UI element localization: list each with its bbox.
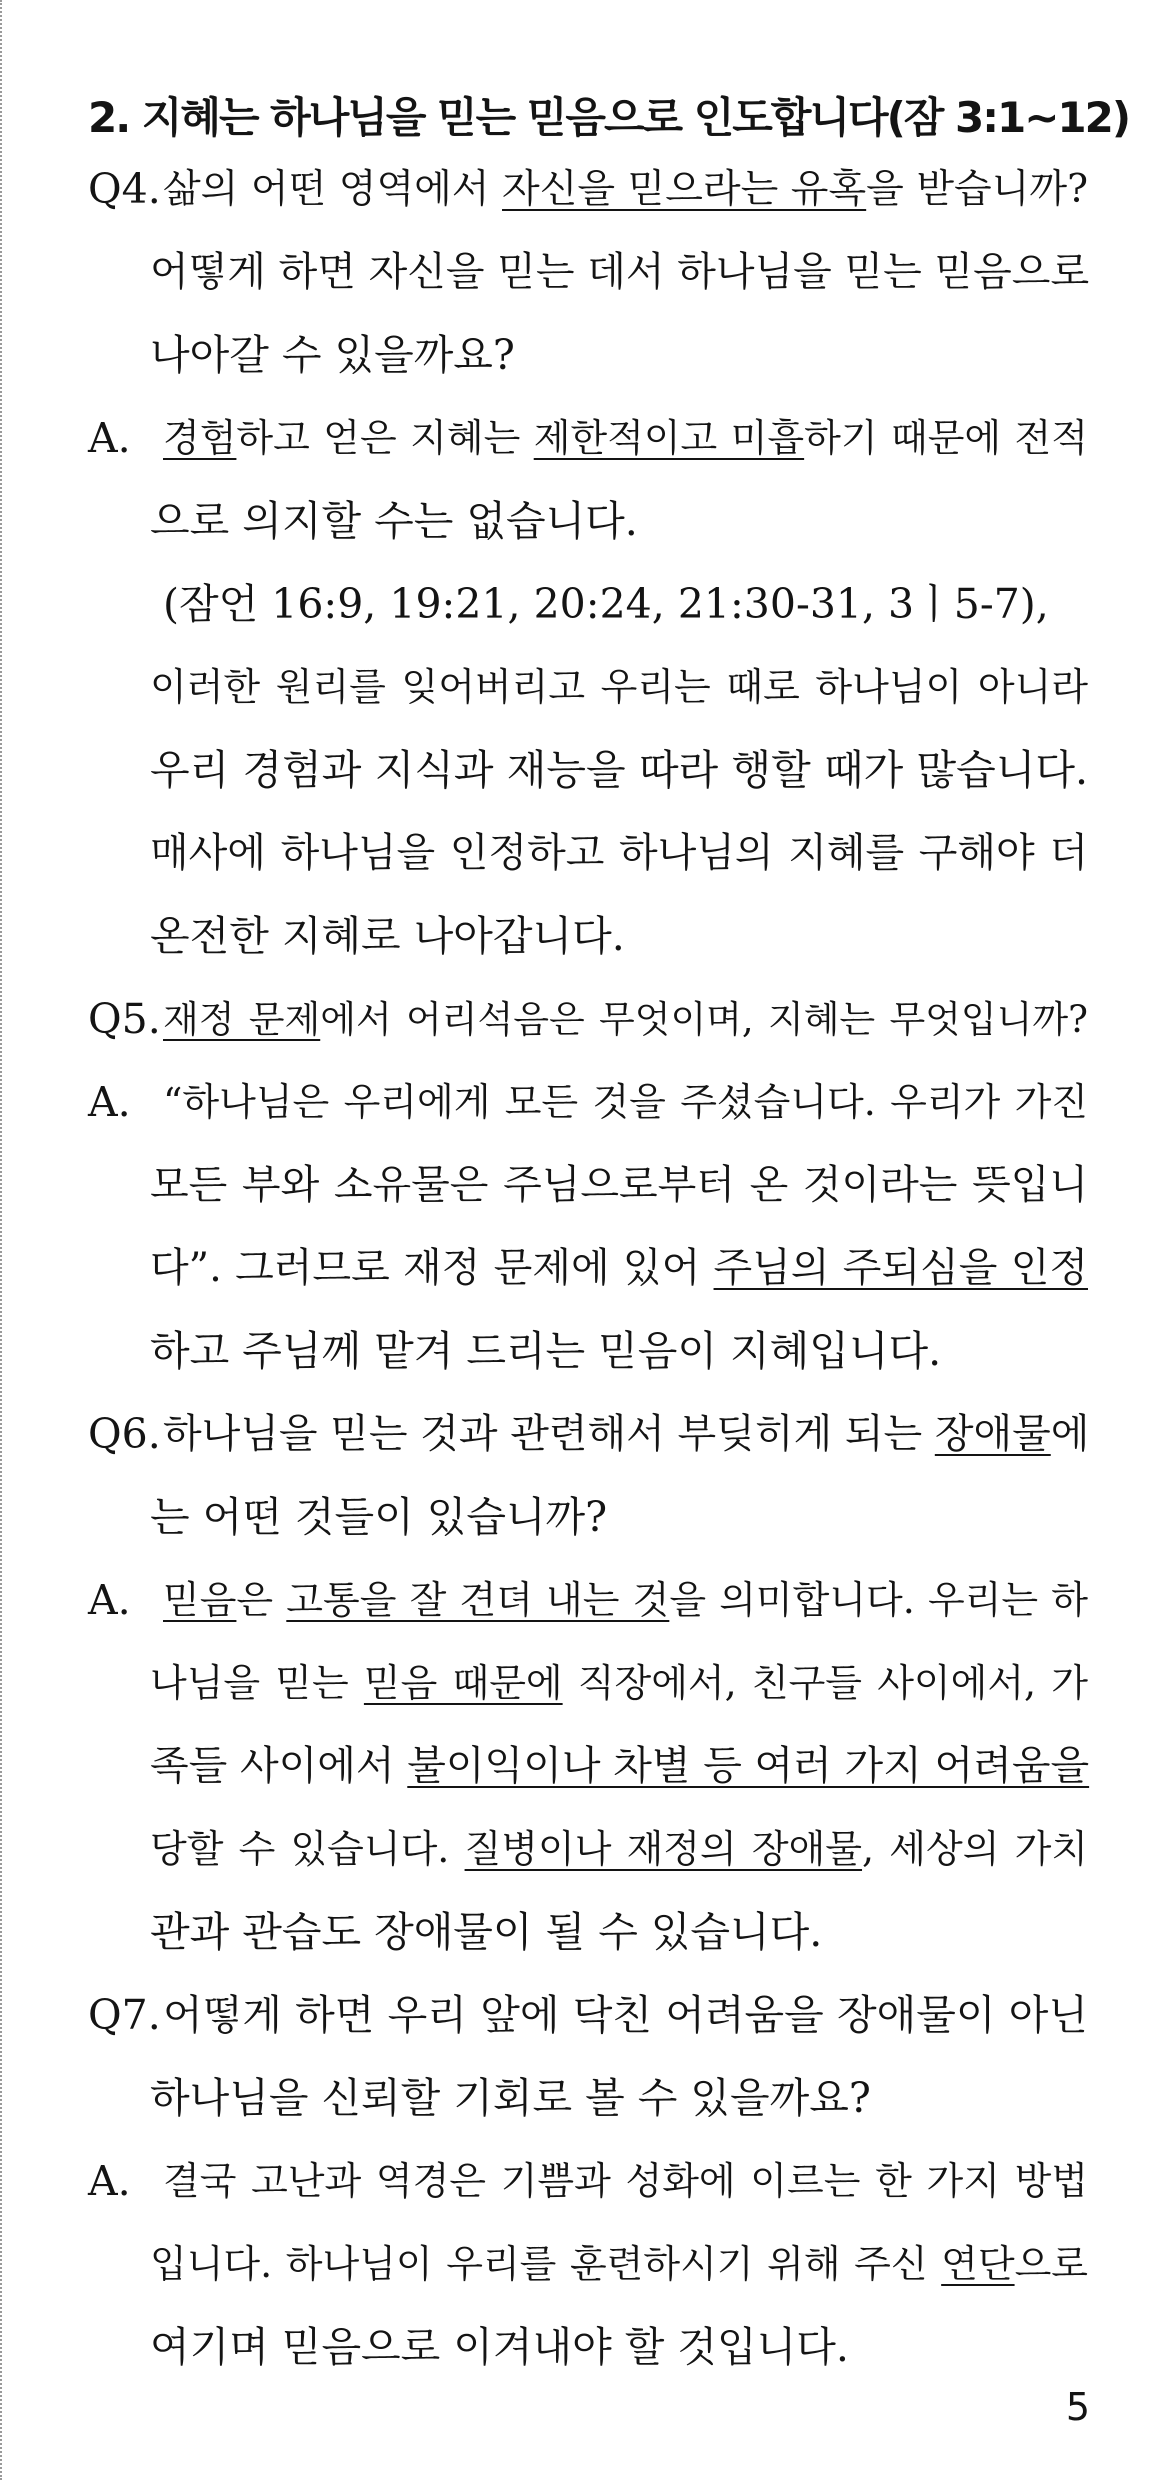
a6-marker: A. xyxy=(88,1576,131,1624)
a6-line xyxy=(88,1559,1088,1642)
text-run: 어떻게 하면 자신을 믿는 데서 하나님을 믿는 믿음으로 xyxy=(150,249,1090,295)
text-run: 에 xyxy=(1050,1411,1090,1457)
text-run: 매사에 하나님을 인정하고 하나님의 지혜를 구해야 더 xyxy=(150,830,1088,876)
a6-line xyxy=(88,1808,1088,1891)
underlined-text: 장애물 xyxy=(934,1411,1051,1457)
a4-line xyxy=(88,895,1088,978)
text-run: “하나님은 우리에게 모든 것을 주셨습니다. 우리가 가진 xyxy=(163,1080,1088,1124)
document-page xyxy=(88,88,1130,2389)
text-run: 하나님을 믿는 것과 관련해서 부딪히게 되는 xyxy=(163,1411,935,1457)
text-run: 삶의 어떤 영역에서 xyxy=(163,167,503,212)
a7-line xyxy=(88,2306,1088,2389)
underlined-text: 연단 xyxy=(941,2242,1015,2286)
underlined-text: 불이익이나 차별 등 여러 가지 어려움을 xyxy=(407,1743,1090,1789)
text-run: 모든 부와 소유물은 주님으로부터 온 것이라는 뜻입니 xyxy=(150,1162,1088,1208)
a7-line xyxy=(88,2223,1088,2306)
text-run: 에서 어리석음은 무엇이며, 지혜는 무엇입니까? xyxy=(320,998,1088,1041)
underlined-text: 고통을 잘 견뎌 내는 것 xyxy=(286,1578,670,1622)
underlined-text: 믿음 xyxy=(163,1578,237,1622)
page-number: 5 xyxy=(1065,2385,1090,2429)
q4-line xyxy=(88,231,1088,314)
text-run: 으로 xyxy=(1014,2242,1088,2286)
text-run: 이러한 원리를 잊어버리고 우리는 때로 하나님이 아니라 xyxy=(150,665,1088,709)
section-title: 2. 지혜는 하나님을 믿는 믿음으로 인도합니다(잠 3:1~12) xyxy=(88,93,1130,142)
underlined-text: 재정 문제 xyxy=(163,998,321,1041)
q5-marker: Q5. xyxy=(88,995,161,1043)
text-run: 관과 관습도 장애물이 될 수 있습니다. xyxy=(150,1908,823,1956)
underlined-text: 질병이나 재정의 장애물 xyxy=(464,1827,863,1871)
a6-line xyxy=(88,1725,1088,1808)
a4-marker: A. xyxy=(88,414,131,462)
a4-line xyxy=(88,563,1088,646)
text-run: 직장에서, 친구들 사이에서, 가 xyxy=(562,1661,1088,1705)
text-run: (잠언 16:9, 19:21, 20:24, 21:30-31, 3ㅣ5-7), xyxy=(163,580,1049,628)
text-run: 우리 경험과 지식과 재능을 따라 행할 때가 많습니다. xyxy=(150,746,1088,794)
q7-marker: Q7. xyxy=(88,1991,161,2039)
text-run: 으로 의지할 수는 없습니다. xyxy=(150,497,638,545)
text-run: 을 의미합니다. 우리는 하 xyxy=(669,1578,1088,1622)
text-run: 온전한 지혜로 나아갑니다. xyxy=(150,912,625,960)
q7-line xyxy=(88,2057,1088,2140)
text-run: 하나님을 신뢰할 기회로 볼 수 있을까요? xyxy=(150,2074,871,2122)
qa-content xyxy=(88,148,1088,2389)
q4-marker: Q4. xyxy=(88,165,161,213)
text-run: 하기 때문에 전적 xyxy=(804,416,1088,460)
a5-line xyxy=(88,1310,1088,1393)
q5-line xyxy=(88,978,1088,1061)
text-run: 하고 주님께 맡겨 드리는 믿음이 지혜입니다. xyxy=(150,1327,942,1375)
a4-line xyxy=(88,812,1088,895)
underlined-text: 믿음 때문에 xyxy=(363,1661,563,1705)
a6-line xyxy=(88,1642,1088,1725)
a5-line xyxy=(88,1061,1088,1144)
text-run: 결국 고난과 역경은 기쁨과 성화에 이르는 한 가지 방법 xyxy=(163,2159,1088,2203)
text-run: 을 받습니까? xyxy=(866,167,1088,212)
text-run: 나님을 믿는 xyxy=(150,1661,364,1705)
text-run: 입니다. 하나님이 우리를 훈련하시기 위해 주신 xyxy=(150,2242,942,2286)
text-run: 는 어떤 것들이 있습니까? xyxy=(150,1493,608,1541)
q6-line xyxy=(88,1393,1088,1476)
text-run: , 세상의 가치 xyxy=(862,1827,1088,1871)
text-run: 여기며 믿음으로 이겨내야 할 것입니다. xyxy=(150,2323,849,2371)
text-run: 어떻게 하면 우리 앞에 닥친 어려움을 장애물이 아닌 xyxy=(163,1991,1088,2039)
underlined-text: 제한적이고 미흡 xyxy=(533,416,805,460)
text-run: 족들 사이에서 xyxy=(150,1743,408,1789)
q4-line xyxy=(88,148,1088,231)
text-run: 다”. 그러므로 재정 문제에 있어 xyxy=(150,1245,714,1291)
a4-line xyxy=(88,397,1088,480)
text-run: 은 xyxy=(236,1578,287,1622)
text-run: 나아갈 수 있을까요? xyxy=(150,331,515,379)
text-run: 당할 수 있습니다. xyxy=(150,1827,465,1871)
q6-marker: Q6. xyxy=(88,1410,161,1458)
underlined-text: 경험 xyxy=(163,416,237,460)
q7-line xyxy=(88,1974,1088,2057)
q6-line xyxy=(88,1476,1088,1559)
page-edge-dotted-line xyxy=(0,0,5,2480)
a5-line xyxy=(88,1144,1088,1227)
a5-line xyxy=(88,1227,1088,1310)
underlined-text: 자신을 믿으라는 유혹 xyxy=(502,167,867,212)
text-run: 하고 얻은 지혜는 xyxy=(236,416,534,460)
underlined-text: 주님의 주되심을 인정 xyxy=(713,1245,1088,1291)
a7-marker: A. xyxy=(88,2157,131,2205)
a7-line xyxy=(88,2140,1088,2223)
a5-marker: A. xyxy=(88,1078,131,1126)
a6-line xyxy=(88,1891,1088,1974)
q4-line xyxy=(88,314,1088,397)
a4-line xyxy=(88,729,1088,812)
a4-line xyxy=(88,480,1088,563)
a4-line xyxy=(88,646,1088,729)
